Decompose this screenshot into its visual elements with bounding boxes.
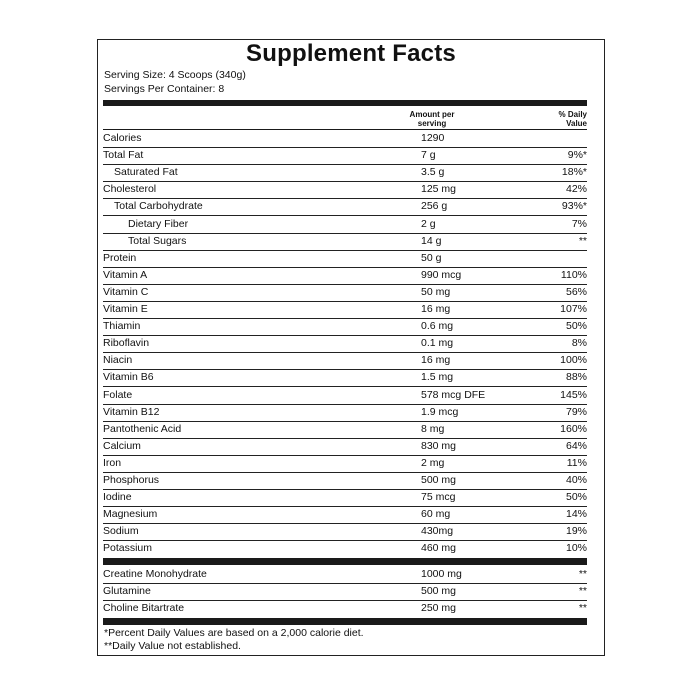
amount-per-serving: 16 mg [421, 354, 451, 367]
panel-title: Supplement Facts [246, 40, 456, 67]
amount-per-serving: 125 mg [421, 183, 457, 196]
nutrient-name: Folate [103, 388, 133, 401]
table-row [103, 336, 587, 353]
daily-value-header: % Daily Value [558, 110, 587, 128]
amount-per-serving: 500 mg [421, 474, 457, 486]
nutrient-name: Calcium [103, 439, 141, 452]
table-row [103, 302, 587, 319]
table-row [103, 473, 587, 490]
amount-per-serving: 3.5 g [421, 166, 445, 179]
amount-per-serving: 578 mcg DFE [421, 388, 486, 401]
nutrient-name: Phosphorus [103, 474, 160, 486]
amount-per-serving: 830 mg [421, 439, 457, 452]
bottom-divider-bar [103, 618, 587, 625]
amount-per-serving: 1.9 mcg [421, 405, 459, 418]
table-row [103, 541, 587, 558]
daily-value: 93%* [561, 200, 587, 213]
nutrient-name: Vitamin C [103, 285, 149, 298]
table-row [103, 148, 587, 165]
nutrient-name: Creatine Monohydrate [103, 568, 207, 580]
daily-value: ** [578, 602, 587, 614]
amount-per-serving: 460 mg [421, 542, 457, 555]
nutrient-name: Saturated Fat [114, 166, 178, 179]
servings-per-container: Servings Per Container: 8 [104, 83, 225, 95]
daily-value: 19% [565, 525, 587, 538]
amount-per-serving: 75 mcg [421, 491, 456, 504]
daily-value: 40% [565, 474, 587, 486]
table-row [103, 234, 587, 251]
amount-per-serving: 1000 mg [421, 568, 462, 580]
table-row [103, 601, 587, 618]
nutrient-name: Thiamin [103, 320, 141, 333]
table-row [103, 439, 587, 456]
daily-value: 14% [565, 508, 587, 521]
amount-per-serving: 50 g [421, 251, 442, 264]
nutrient-name: Iron [103, 456, 122, 469]
daily-value: 100% [560, 354, 587, 367]
amount-per-serving: 7 g [421, 149, 436, 162]
nutrient-name: Total Fat [103, 149, 144, 162]
table-row [103, 456, 587, 473]
amount-per-serving: 14 g [421, 234, 442, 247]
table-row [103, 388, 587, 405]
nutrient-name: Calories [103, 132, 142, 144]
daily-value: 107% [560, 303, 587, 315]
daily-value: 50% [565, 491, 587, 504]
table-row [103, 285, 587, 302]
table-row [103, 182, 587, 199]
table-row [103, 268, 587, 285]
daily-value: 42% [565, 183, 587, 196]
amount-per-serving-header: Amount per serving [409, 110, 455, 128]
table-row [103, 524, 587, 541]
table-row [103, 567, 587, 584]
daily-value: ** [578, 568, 587, 580]
nutrient-name: Magnesium [103, 508, 158, 521]
daily-value: 56% [565, 285, 587, 298]
amount-per-serving: 0.1 mg [421, 337, 454, 350]
table-row [103, 370, 587, 387]
nutrient-name: Glutamine [103, 585, 151, 597]
daily-value: 10% [565, 542, 587, 555]
nutrient-name: Choline Bitartrate [103, 602, 185, 614]
nutrient-name: Iodine [103, 491, 132, 504]
supplement-facts-panel [97, 39, 605, 656]
table-row [103, 165, 587, 182]
nutrient-name: Riboflavin [103, 337, 150, 350]
nutrient-name: Total Sugars [128, 234, 187, 247]
table-row [103, 131, 587, 148]
daily-value: 79% [565, 405, 587, 418]
amount-per-serving: 1290 [421, 132, 445, 144]
middle-divider-bar [103, 558, 587, 565]
nutrient-name: Vitamin B6 [103, 371, 154, 384]
top-divider-bar [103, 100, 587, 106]
daily-value: 110% [560, 268, 587, 281]
nutrient-name: Sodium [103, 525, 139, 538]
daily-value: ** [578, 234, 587, 247]
amount-per-serving: 16 mg [421, 303, 451, 315]
daily-value: 50% [565, 320, 587, 333]
table-row [103, 353, 587, 370]
table-row [103, 217, 587, 234]
daily-value: 88% [565, 371, 587, 384]
table-row [103, 405, 587, 422]
amount-per-serving: 0.6 mg [421, 320, 454, 333]
nutrient-name: Potassium [103, 542, 153, 555]
header-divider [103, 129, 587, 130]
amount-per-serving: 500 mg [421, 585, 457, 597]
daily-value: 7% [571, 217, 587, 230]
nutrient-name: Dietary Fiber [128, 217, 189, 230]
amount-per-serving: 430mg [421, 525, 454, 538]
table-row [103, 319, 587, 336]
daily-value: 18%* [561, 166, 587, 179]
daily-value: 8% [571, 337, 587, 350]
nutrient-name: Vitamin E [103, 303, 148, 315]
daily-value: 160% [560, 422, 587, 435]
nutrient-name: Protein [103, 251, 137, 264]
table-row [103, 422, 587, 439]
amount-per-serving: 50 mg [421, 285, 451, 298]
nutrient-name: Vitamin B12 [103, 405, 160, 418]
table-row [103, 251, 587, 268]
amount-per-serving: 250 mg [421, 602, 457, 614]
table-row [103, 507, 587, 524]
amount-per-serving: 1.5 mg [421, 371, 454, 384]
table-row [103, 199, 587, 216]
table-row [103, 490, 587, 507]
daily-value: 145% [560, 388, 587, 401]
amount-per-serving: 60 mg [421, 508, 451, 521]
nutrient-name: Niacin [103, 354, 133, 367]
nutrient-name: Total Carbohydrate [114, 200, 203, 213]
footnote-dv-not-established: **Daily Value not established. [104, 640, 241, 652]
nutrient-name: Pantothenic Acid [103, 422, 182, 435]
amount-per-serving: 256 g [421, 200, 448, 213]
daily-value: 64% [565, 439, 587, 452]
amount-per-serving: 2 mg [421, 456, 445, 469]
daily-value: 9%* [567, 149, 587, 162]
serving-size: Serving Size: 4 Scoops (340g) [104, 69, 246, 81]
amount-per-serving: 2 g [421, 217, 436, 230]
amount-per-serving: 990 mcg [421, 268, 462, 281]
daily-value: 11% [566, 456, 587, 469]
amount-per-serving: 8 mg [421, 422, 445, 435]
nutrient-name: Cholesterol [103, 183, 157, 196]
daily-value: ** [578, 585, 587, 597]
table-row [103, 584, 587, 601]
footnote-percent-dv: *Percent Daily Values are based on a 2,000 calorie diet. [104, 627, 364, 639]
nutrient-name: Vitamin A [103, 268, 148, 281]
